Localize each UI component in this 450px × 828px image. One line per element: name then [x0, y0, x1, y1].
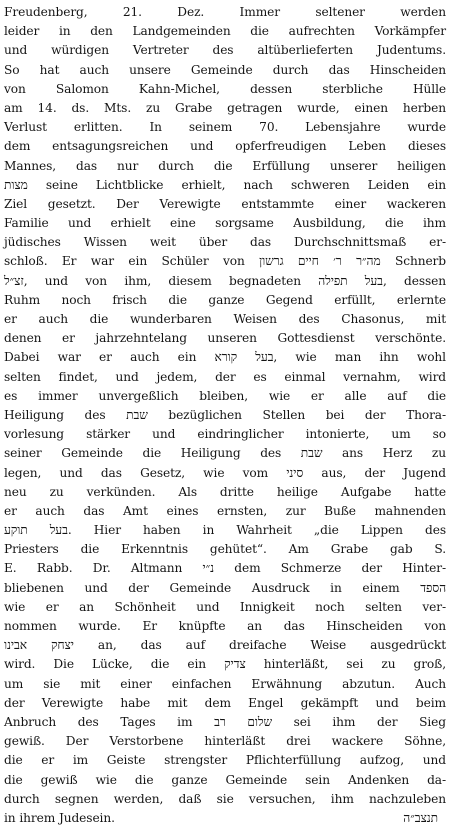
article-line: wird. Die Lücke, die ein צדיק hinterläßt, sei zu groß, [4, 657, 446, 672]
article-line: Anbruch des Tages im שלום רב sei ihm der Sieg [4, 714, 446, 729]
article-line: es immer unvergeßlich bleiben, wie er alle auf die [4, 388, 446, 403]
article-line: leider in den Landgemeinden die aufrechten Vorkämpfer [4, 24, 446, 39]
article-line: So hat auch unsere Gemeinde durch das Hinscheiden [4, 62, 446, 77]
article-line: er auch die wunderbaren Weisen des Chasonus, mit [4, 312, 446, 326]
article-line: nommen wurde. Er knüpfte an das Hinscheiden von [4, 619, 446, 633]
article-line: am 14. ds. Mts. zu Grabe getragen wurde, einen herben [4, 100, 446, 115]
article-line: Verlust erlitten. In seinem 70. Lebensjahre wurde [4, 120, 446, 135]
article-line: um sie mit einer einfachen Erwähnung abzutun. Auch [4, 676, 446, 691]
article-line: Ziel gesetzt. Der Verewigte entstammte einer wackeren [4, 196, 446, 211]
article-line: selten findet, und jedem, der es einmal vernahm, wird [4, 369, 446, 384]
article-line: wie er an Schönheit und Innigkeit noch selten ver- [4, 599, 446, 614]
article-line: schloß. Er war ein Schüler von מה״ר ר׳ חיים גרשון Schnerb [4, 254, 446, 269]
article-line: מצות seine Lichtblicke erhielt, nach schweren Leiden ein [4, 177, 446, 192]
article-line: durch segnen werden, daß sie versuchen, ihm nachzuleben [4, 791, 446, 806]
article-line: Familie und erhielt eine sorgsame Ausbildung, die ihm [4, 216, 446, 231]
article-line: dem entsagungsreichen und opferfreudigen Leben dieses [4, 139, 446, 154]
article-line: und würdigen Vertreter des altüberlieferten Judentums. [4, 43, 446, 58]
article-line: die er im Geiste strengster Pflichterfüllung aufzog, und [4, 753, 446, 768]
article-line: denen er jahrzehntelang unseren Gottesdienst verschönte. [4, 331, 446, 346]
article-line: die gewiß wie die ganze Gemeinde sein Andenken da- [4, 772, 446, 787]
article-line: von Salomon Kahn-Michel, dessen sterbliche Hülle [4, 81, 446, 96]
article-line: gewiß. Der Verstorbene hinterläßt drei wackere Söhne, [4, 734, 446, 749]
article-line: seiner Gemeinde die Heiligung des שבת ans Herz zu [4, 446, 446, 461]
article-line: neu zu verkünden. Als dritte heilige Aufgabe hatte [4, 484, 446, 499]
article-line: יצחק אבינו an, das auf dreifache Weise ausgedrückt [4, 638, 447, 653]
article-line-last: in ihrem Judesein. תנצב״ה [4, 810, 438, 825]
article-line: Priesters die Erkenntnis gehütet“. Am Grabe gab S. [4, 542, 446, 557]
article-line: Freudenberg, 21. Dez. Immer seltener werden [4, 5, 446, 19]
article-line: זצ״ל, und von ihm, diesem begnadeten בעל תפילה, dessen [4, 273, 446, 288]
article-line: er auch das Amt eines ernsten, zur Buße mahnenden [4, 503, 446, 518]
article-line: E. Rabb. Dr. Altmann נ״י dem Schmerze der Hinter- [4, 561, 446, 576]
article-line: בעל תוקע. Hier haben in Wahrheit „die Lippen des [4, 523, 446, 538]
article [4, 3, 447, 825]
article-line: bliebenen und der Gemeinde Ausdruck in einem הספד [4, 580, 446, 595]
article-line: legen, und das Gesetz, wie vom סיני aus, der Jugend [4, 465, 446, 480]
article-line: Mannes, das nur durch die Erfüllung unserer heiligen [4, 158, 446, 173]
article-line: vorlesung stärker und eindringlicher intonierte, um so [4, 427, 446, 442]
article-line: der Verewigte habe mit dem Engel gekämpft und beim [4, 695, 446, 710]
article-line: Ruhm noch frisch die ganze Gegend erfüllt, erlernte [4, 292, 446, 307]
article-line: jüdisches Wissen weit über das Durchschnittsmaß er- [4, 235, 446, 250]
article-line: Heiligung des שבת bezüglichen Stellen bei der Thora- [4, 407, 446, 422]
article-line: Dabei war er auch ein בעל קורא, wie man ihn wohl [4, 350, 446, 365]
